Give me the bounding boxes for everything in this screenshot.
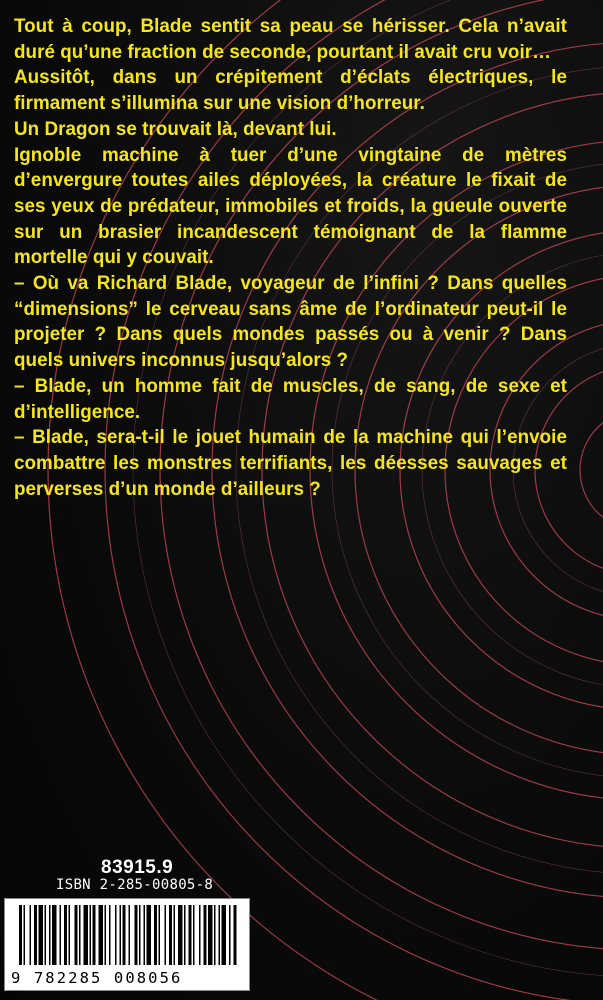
barcode-bar <box>34 905 37 965</box>
barcode-bar <box>99 905 104 965</box>
barcode-bar <box>154 905 157 965</box>
blurb-paragraph: Un Dragon se trouvait là, devant lui. <box>14 117 337 140</box>
barcode-bar <box>90 905 92 965</box>
barcode-bar <box>189 905 192 965</box>
barcode-bar <box>144 905 146 965</box>
barcode-bar <box>139 905 141 965</box>
blurb-paragraph: Ignoble machine à tuer d’une vingtaine de mètres d’envergure toutes ailes déployées, la créature le fixait de ses yeux de prédateur, immobiles et froids, la gueule ouverte sur un brasier incandescent témoignant de la flamme mortelle qui y couvait. <box>14 143 567 269</box>
barcode-bar <box>60 905 62 965</box>
barcode-bar <box>135 905 138 965</box>
barcode-bar <box>30 905 32 965</box>
barcode-bar <box>64 905 67 965</box>
barcode-bar <box>45 905 47 965</box>
barcode-bar <box>109 905 111 965</box>
barcode-bar <box>123 905 126 965</box>
blurb-paragraph: – Blade, sera-t-il le jouet humain de la machine qui l’envoie combattre les monstres terrifiants, les déesses sauvages et perverses d’un monde d’ailleurs ? <box>14 426 567 500</box>
barcode-bar <box>174 905 176 965</box>
isbn-label: ISBN 2-285-00805-8 <box>56 877 214 893</box>
blurb-paragraph: Tout à coup, Blade sentit sa peau se hérisser. Cela n’avait duré qu’une fraction de seconde, pourtant il avait cru voir… <box>14 15 567 63</box>
barcode-bar <box>184 905 186 965</box>
barcode-number: 9 782285 008056 <box>11 969 183 987</box>
blurb <box>14 14 567 502</box>
barcode-bar <box>165 905 167 965</box>
barcode-bar <box>147 905 152 965</box>
barcode-bar <box>19 905 22 965</box>
barcode-bar <box>199 905 201 965</box>
barcode-bar <box>105 905 107 965</box>
barcode-bar <box>219 905 221 965</box>
barcode <box>4 898 250 991</box>
barcode-bar <box>234 905 237 965</box>
barcode-bar <box>214 905 216 965</box>
barcode-bar <box>120 905 122 965</box>
blurb-paragraph: – Où va Richard Blade, voyageur de l’infini ? Dans quelles “dimensions” le cerveau sans âme de l’ordinateur peut-il le projeter ? Dans quels mondes passés ou à venir ? Dans quels univers inconnus jusqu’alors ? <box>14 272 567 372</box>
barcode-bar <box>159 905 161 965</box>
barcode-bar <box>204 905 207 965</box>
barcode-bar <box>208 905 213 965</box>
barcode-bar <box>115 905 117 965</box>
barcode-bar <box>129 905 131 965</box>
barcode-bar <box>222 905 227 965</box>
barcode-bar <box>79 905 81 965</box>
barcode-bar <box>75 905 78 965</box>
blurb-paragraph: Aussitôt, dans un crépitement d’éclats électriques, le firmament s’illumina sur une vision d’horreur. <box>14 66 567 115</box>
barcode-bar <box>69 905 71 965</box>
barcode-bar <box>24 905 26 965</box>
barcode-bar <box>84 905 89 965</box>
barcode-bar <box>178 905 183 965</box>
barcode-bar <box>93 905 96 965</box>
barcode-bar <box>229 905 231 965</box>
barcode-bar <box>49 905 51 965</box>
barcode-bar <box>169 905 172 965</box>
barcode-bar <box>52 905 57 965</box>
barcode-bar <box>193 905 195 965</box>
blurb-paragraph: – Blade, un homme fait de muscles, de sang, de sexe et d’intelligence. <box>14 374 567 423</box>
barcode-bar <box>39 905 44 965</box>
catalog-code: 83915.9 <box>101 857 174 878</box>
